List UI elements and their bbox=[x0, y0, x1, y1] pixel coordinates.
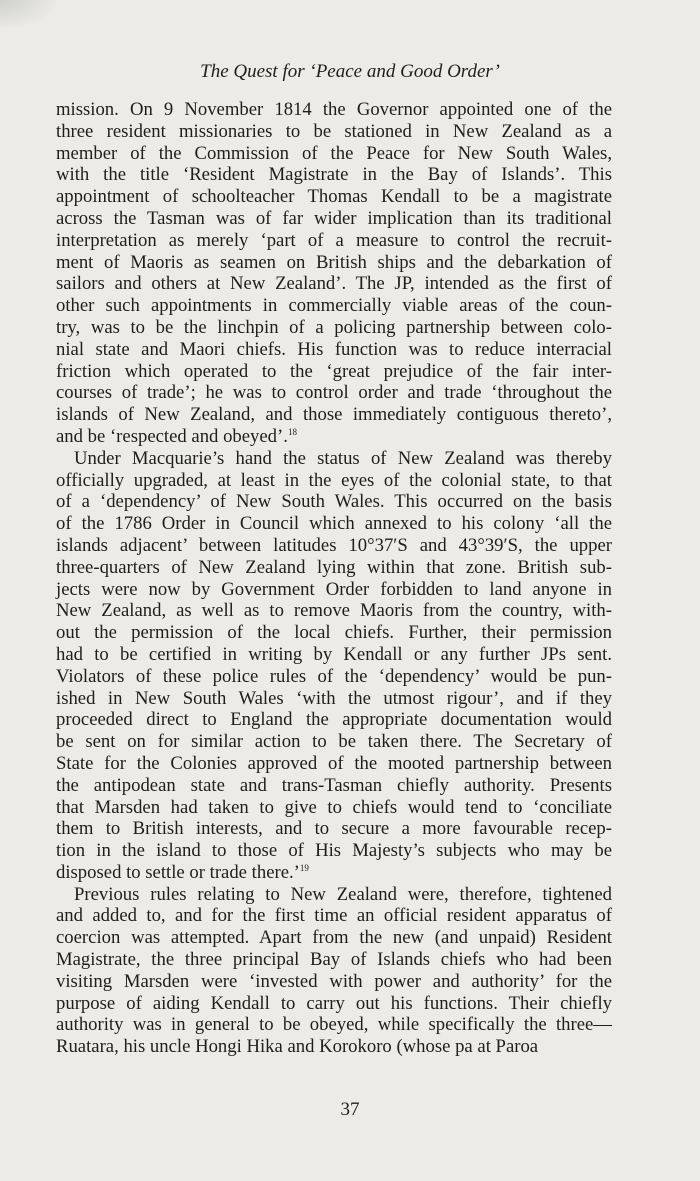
line-text: sailors and others at New Zealand’. The JP, intended as the first of bbox=[56, 273, 612, 295]
line-text: islands of New Zealand, and those immediately contiguous thereto’, bbox=[56, 404, 612, 426]
line-text: ment of Maoris as seamen on British ships and the debarkation of bbox=[56, 251, 612, 273]
text-line bbox=[56, 1036, 612, 1058]
line-text: the antipodean state and trans-Tasman chiefly authority. Presents bbox=[56, 774, 612, 796]
line-text: Ruatara, his uncle Hongi Hika and Korokoro (whose pa at Paroa bbox=[56, 1036, 539, 1058]
text-line bbox=[56, 600, 612, 622]
line-text: State for the Colonies approved of the mooted partnership between bbox=[56, 752, 612, 774]
paragraph bbox=[56, 99, 612, 448]
text-line bbox=[56, 753, 612, 775]
line-text: them to British interests, and to secure a more favourable recep- bbox=[56, 818, 612, 840]
page-corner-shadow bbox=[0, 0, 60, 30]
text-line bbox=[56, 579, 612, 601]
line-text: authority was in general to be obeyed, while specifically the three— bbox=[56, 1014, 612, 1036]
line-text: mission. On 9 November 1814 the Governor appointed one of the bbox=[56, 99, 612, 120]
text-line bbox=[56, 230, 612, 252]
text-line bbox=[56, 404, 612, 426]
text-line bbox=[56, 317, 612, 339]
line-text: of a ‘dependency’ of New South Wales. This occurred on the basis bbox=[56, 491, 612, 513]
line-text: try, was to be the linchpin of a policing partnership between colo- bbox=[56, 316, 612, 338]
line-text: nial state and Maori chiefs. His function was to reduce interracial bbox=[56, 338, 612, 360]
text-line bbox=[56, 186, 612, 208]
text-line bbox=[56, 993, 612, 1015]
line-text: jects were now by Government Order forbidden to land anyone in bbox=[56, 578, 612, 600]
line-text: three resident missionaries to be stationed in New Zealand as a bbox=[56, 120, 612, 142]
text-line bbox=[56, 797, 612, 819]
text-line bbox=[56, 99, 612, 121]
text-line bbox=[56, 513, 612, 535]
paragraph bbox=[56, 884, 612, 1058]
text-line bbox=[56, 426, 612, 448]
line-text: courses of trade’; he was to control order and trade ‘throughout the bbox=[56, 382, 612, 404]
line-text: appointment of schoolteacher Thomas Kendall to be a magistrate bbox=[56, 186, 612, 208]
text-line bbox=[56, 818, 612, 840]
line-text: tion in the island to those of His Majesty’s subjects who may be bbox=[56, 840, 612, 862]
line-text: out the permission of the local chiefs. Further, their permission bbox=[56, 622, 612, 644]
line-text: friction which operated to the ‘great prejudice of the fair inter- bbox=[56, 360, 612, 382]
page-number: 37 bbox=[340, 1099, 360, 1120]
text-line bbox=[56, 382, 612, 404]
text-line bbox=[56, 491, 612, 513]
line-text: coercion was attempted. Apart from the new (and unpaid) Resident bbox=[56, 927, 612, 949]
line-text: of the 1786 Order in Council which annexed to his colony ‘all the bbox=[56, 513, 612, 535]
text-line bbox=[56, 535, 612, 557]
text-line bbox=[56, 971, 612, 993]
line-text: interpretation as merely ‘part of a measure to control the recruit- bbox=[56, 229, 612, 251]
text-line bbox=[56, 557, 612, 579]
line-text: officially upgraded, at least in the eyes of the colonial state, to that bbox=[56, 469, 612, 491]
text-line bbox=[56, 949, 612, 971]
line-text: Under Macquarie’s hand the status of New Zealand was thereby bbox=[74, 447, 612, 469]
line-text: be sent on for similar action to be taken there. The Secretary of bbox=[56, 731, 612, 753]
line-text: disposed to settle or trade there.’ bbox=[56, 861, 300, 883]
line-text: ished in New South Wales ‘with the utmost rigour’, and if they bbox=[56, 687, 612, 709]
text-line bbox=[56, 731, 612, 753]
text-line bbox=[56, 252, 612, 274]
line-text: with the title ‘Resident Magistrate in the Bay of Islands’. This bbox=[56, 164, 612, 186]
line-text: and be ‘respected and obeyed’. bbox=[56, 425, 288, 447]
text-line bbox=[56, 164, 612, 186]
line-text: three-quarters of New Zealand lying within that zone. British sub- bbox=[56, 556, 612, 578]
text-line bbox=[56, 709, 612, 731]
line-text: that Marsden had taken to give to chiefs would tend to ‘conciliate bbox=[56, 796, 612, 818]
text-line bbox=[56, 208, 612, 230]
text-line bbox=[56, 666, 612, 688]
paragraph bbox=[56, 448, 612, 884]
text-line bbox=[56, 905, 612, 927]
running-head: The Quest for ‘Peace and Good Order’ bbox=[200, 61, 500, 82]
text-line bbox=[56, 927, 612, 949]
text-line bbox=[56, 295, 612, 317]
line-text: and added to, and for the first time an official resident apparatus of bbox=[56, 905, 612, 927]
text-line bbox=[56, 775, 612, 797]
text-line bbox=[56, 1014, 612, 1036]
text-line bbox=[56, 143, 612, 165]
footnote-marker: 18 bbox=[287, 426, 297, 437]
text-line bbox=[56, 339, 612, 361]
line-text: islands adjacent’ between latitudes 10°37′S and 43°39′S, the upper bbox=[56, 534, 612, 556]
text-line bbox=[56, 361, 612, 383]
body-text bbox=[56, 99, 612, 1058]
line-text: proceeded direct to England the appropriate documentation would bbox=[56, 709, 612, 731]
line-text: across the Tasman was of far wider implication than its traditional bbox=[56, 207, 612, 229]
text-line bbox=[56, 688, 612, 710]
line-text: visiting Marsden were ‘invested with power and authority’ for the bbox=[56, 970, 612, 992]
text-line bbox=[56, 840, 612, 862]
line-text: member of the Commission of the Peace for New South Wales, bbox=[56, 142, 612, 164]
text-line bbox=[56, 884, 612, 906]
text-line bbox=[56, 448, 612, 470]
text-line bbox=[56, 273, 612, 295]
text-line bbox=[56, 121, 612, 143]
line-text: Previous rules relating to New Zealand were, therefore, tightened bbox=[74, 883, 612, 905]
text-line bbox=[56, 862, 612, 884]
text-line bbox=[56, 622, 612, 644]
footnote-marker: 19 bbox=[299, 862, 309, 873]
line-text: purpose of aiding Kendall to carry out his functions. Their chiefly bbox=[56, 992, 612, 1014]
line-text: had to be certified in writing by Kendall or any further JPs sent. bbox=[56, 643, 612, 665]
text-line bbox=[56, 470, 612, 492]
line-text: Violators of these police rules of the ‘dependency’ would be pun- bbox=[56, 665, 612, 687]
text-line bbox=[56, 644, 612, 666]
line-text: Magistrate, the three principal Bay of Islands chiefs who had been bbox=[56, 949, 612, 971]
line-text: New Zealand, as well as to remove Maoris from the country, with- bbox=[56, 600, 612, 622]
line-text: other such appointments in commercially viable areas of the coun- bbox=[56, 295, 612, 317]
